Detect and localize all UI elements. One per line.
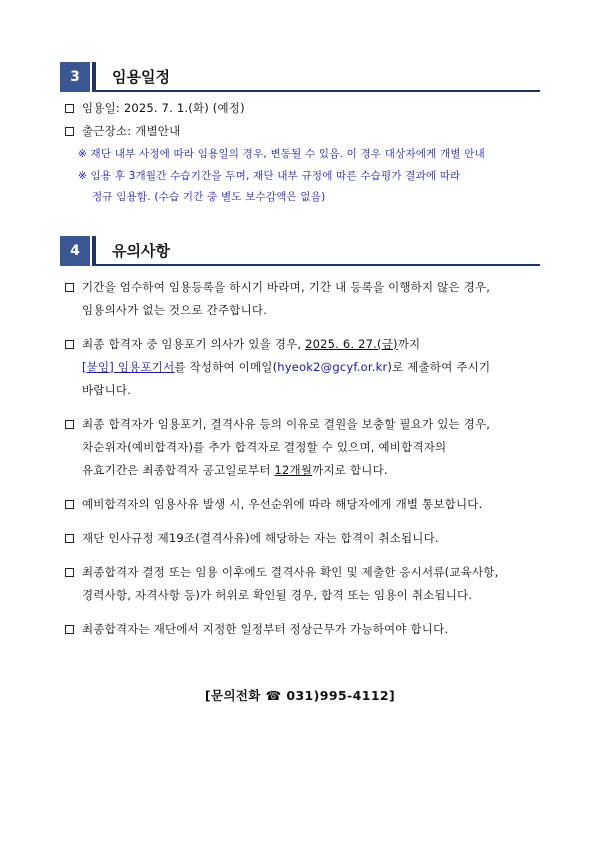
section-underline [92, 90, 540, 92]
section-title: 임용일정 [112, 68, 170, 86]
checkbox-icon [65, 534, 74, 543]
list-item: 임용일: 2025. 7. 1.(화) (예정) [65, 100, 245, 116]
checkbox-icon [65, 340, 74, 349]
checkbox-icon [65, 625, 74, 634]
section-underline [92, 264, 540, 266]
note-line: ※ 임용 후 3개월간 수습기간을 두며, 재단 내부 규정에 따른 수습평가 결과에 따라 [78, 170, 461, 182]
note-line: 정규 임용함. (수습 기간 중 별도 보수감액은 없음) [92, 191, 326, 203]
list-item: 최종합격자는 재단에서 지정한 일정부터 정상근무가 가능하여야 합니다. [65, 621, 448, 637]
list-item: 출근장소: 개별안내 [65, 123, 180, 139]
list-item: 최종 합격자가 임용포기, 결격사유 등의 이유로 결원을 보충할 필요가 있는 경우, [65, 416, 490, 432]
list-item-continuation: 임용의사가 없는 것으로 간주합니다. [82, 303, 268, 317]
checkbox-icon [65, 500, 74, 509]
list-item-continuation: 유효기간은 최종합격자 공고일로부터 12개월까지로 합니다. [82, 463, 388, 477]
list-item-continuation: 경력사항, 자격사항 등)가 허위로 확인될 경우, 합격 또는 임용이 취소됩니다. [82, 588, 473, 602]
list-item-continuation: 바랍니다. [82, 383, 132, 397]
list-item: 최종합격자 결정 또는 임용 이후에도 결격사유 확인 및 제출한 응시서류(교육사항, [65, 564, 498, 580]
contact-phone: [문의전화 ☎ 031)995-4112] [204, 688, 396, 703]
section-number: 3 [60, 62, 90, 92]
attachment-link[interactable]: [붙임] 임용포기서 [82, 360, 175, 374]
section-3-header [60, 62, 540, 92]
section-divider-bar [92, 62, 96, 92]
section-divider-bar [92, 236, 96, 266]
checkbox-icon [65, 568, 74, 577]
email-link[interactable]: hyeok2@gcyf.or.kr [277, 360, 388, 374]
section-4-header [60, 236, 540, 266]
section-number: 4 [60, 236, 90, 266]
checkbox-icon [65, 420, 74, 429]
deadline-date: 2025. 6. 27.(금) [305, 337, 398, 351]
validity-period: 12개월 [274, 463, 313, 477]
list-item: 예비합격자의 임용사유 발생 시, 우선순위에 따라 해당자에게 개별 통보합니다. [65, 496, 482, 512]
note-line: ※ 재단 내부 사정에 따라 임용일의 경우, 변동될 수 있음. 이 경우 대상자에게 개별 안내 [78, 148, 485, 160]
list-item-continuation: [붙임] 임용포기서를 작성하여 이메일(hyeok2@gcyf.or.kr)로 제출하여 주시기 [82, 360, 491, 374]
list-item: 재단 인사규정 제19조(결격사유)에 해당하는 자는 합격이 취소됩니다. [65, 530, 439, 546]
list-item-continuation: 차순위자(예비합격자)를 추가 합격자로 결정할 수 있으며, 예비합격자의 [82, 440, 447, 454]
checkbox-icon [65, 127, 74, 136]
checkbox-icon [65, 104, 74, 113]
list-item: 기간을 엄수하여 임용등록을 하시기 바라며, 기간 내 등록을 이행하지 않은 경우, [65, 279, 490, 295]
section-title: 유의사항 [112, 242, 170, 260]
checkbox-icon [65, 283, 74, 292]
list-item: 최종 합격자 중 임용포기 의사가 있을 경우, 2025. 6. 27.(금)까지 [65, 336, 420, 352]
